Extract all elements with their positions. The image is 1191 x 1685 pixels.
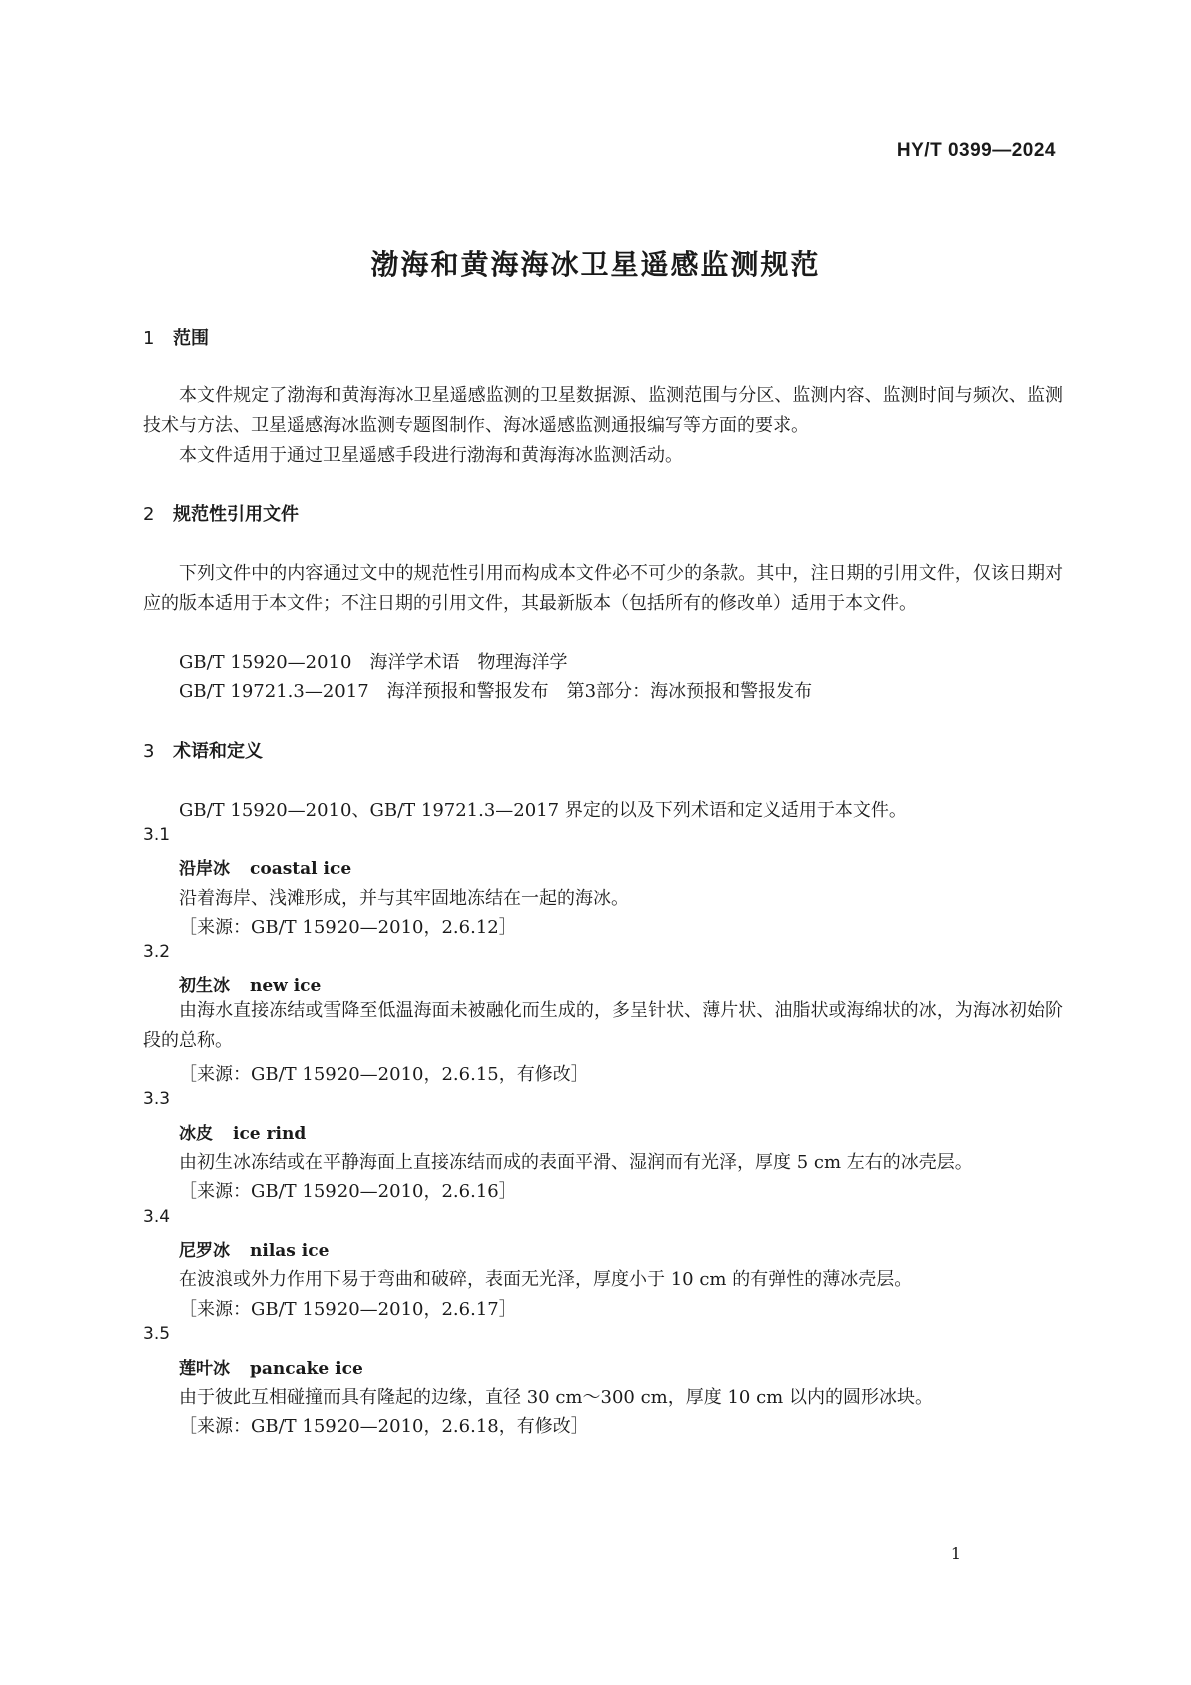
section-title: 范围 [173, 328, 209, 349]
term-chinese: 冰皮 [179, 1124, 213, 1144]
section-title: 术语和定义 [173, 741, 263, 762]
term-number: 3.5 [143, 1324, 171, 1344]
term-chinese: 尼罗冰 [179, 1241, 230, 1261]
term-chinese: 沿岸冰 [179, 859, 230, 879]
term-definition: 由海水直接冻结或雪降至低温海面未被融化而生成的，多呈针状、薄片状、油脂状或海绵状的冰，为海冰初始阶段的总称。 [143, 1000, 1063, 1051]
section-3-intro: GB/T 15920—2010、GB/T 19721.3—2017 界定的以及下列术语和定义适用于本文件。 [179, 800, 907, 821]
reference-title: 海洋预报和警报发布 第3部分：海冰预报和警报发布 [386, 681, 813, 702]
term-definition: 沿着海岸、浅滩形成，并与其牢固地冻结在一起的海冰。 [179, 888, 629, 909]
normative-reference [179, 648, 567, 674]
term-number: 3.3 [143, 1089, 171, 1109]
document-title: 渤海和黄海海冰卫星遥感监测规范 [370, 248, 821, 281]
term-english: coastal ice [250, 859, 352, 879]
term-heading [179, 854, 351, 879]
standard-code: HY/T 0399—2024 [896, 140, 1056, 161]
term-source: ［来源：GB/T 15920—2010，2.6.18，有修改］ [179, 1416, 589, 1437]
term-english: ice rind [233, 1124, 307, 1144]
term-number: 3.1 [143, 825, 171, 845]
term-source: ［来源：GB/T 15920—2010，2.6.17］ [179, 1299, 517, 1320]
section-number: 2 [143, 504, 155, 525]
section-title: 规范性引用文件 [173, 504, 299, 525]
reference-title: 海洋学术语 物理海洋学 [369, 652, 568, 673]
term-english: pancake ice [250, 1359, 363, 1379]
term-source: ［来源：GB/T 15920—2010，2.6.15，有修改］ [179, 1064, 589, 1085]
page-number: 1 [950, 1544, 961, 1563]
term-definition: 由于彼此互相碰撞而具有隆起的边缘，直径 30 cm～300 cm，厚度 10 cm 以内的圆形冰块。 [179, 1387, 933, 1408]
section-number: 1 [143, 328, 155, 349]
reference-code: GB/T 15920—2010 [179, 652, 352, 673]
term-english: nilas ice [250, 1241, 330, 1261]
term-heading [179, 1236, 329, 1261]
term-definition: 在波浪或外力作用下易于弯曲和破碎，表面无光泽，厚度小于 10 cm 的有弹性的薄冰壳层。 [179, 1269, 913, 1290]
section-2-paragraph-1: 下列文件中的内容通过文中的规范性引用而构成本文件必不可少的条款。其中，注日期的引用文件，仅该日期对应的版本适用于本文件；不注日期的引用文件，其最新版本（包括所有的修改单）适用于本文件。 [143, 563, 1063, 614]
term-english: new ice [250, 976, 322, 996]
term-chinese: 初生冰 [179, 976, 230, 996]
term-source: ［来源：GB/T 15920—2010，2.6.12］ [179, 917, 517, 938]
term-heading [179, 971, 321, 996]
section-1-paragraph-2: 本文件适用于通过卫星遥感手段进行渤海和黄海海冰监测活动。 [179, 445, 683, 466]
term-heading [179, 1119, 306, 1144]
normative-reference [179, 677, 812, 703]
reference-code: GB/T 19721.3—2017 [179, 681, 369, 702]
term-source: ［来源：GB/T 15920—2010，2.6.16］ [179, 1181, 517, 1202]
section-number: 3 [143, 741, 155, 762]
term-number: 3.4 [143, 1207, 171, 1227]
section-1-heading [143, 324, 209, 350]
section-2-heading [143, 500, 299, 526]
term-heading [179, 1354, 363, 1379]
section-3-heading [143, 737, 263, 763]
term-number: 3.2 [143, 942, 171, 962]
term-chinese: 莲叶冰 [179, 1359, 230, 1379]
term-definition: 由初生冰冻结或在平静海面上直接冻结而成的表面平滑、湿润而有光泽，厚度 5 cm 左右的冰壳层。 [179, 1152, 973, 1173]
section-1-paragraph-1: 本文件规定了渤海和黄海海冰卫星遥感监测的卫星数据源、监测范围与分区、监测内容、监测时间与频次、监测技术与方法、卫星遥感海冰监测专题图制作、海冰遥感监测通报编写等方面的要求。 [143, 385, 1063, 436]
